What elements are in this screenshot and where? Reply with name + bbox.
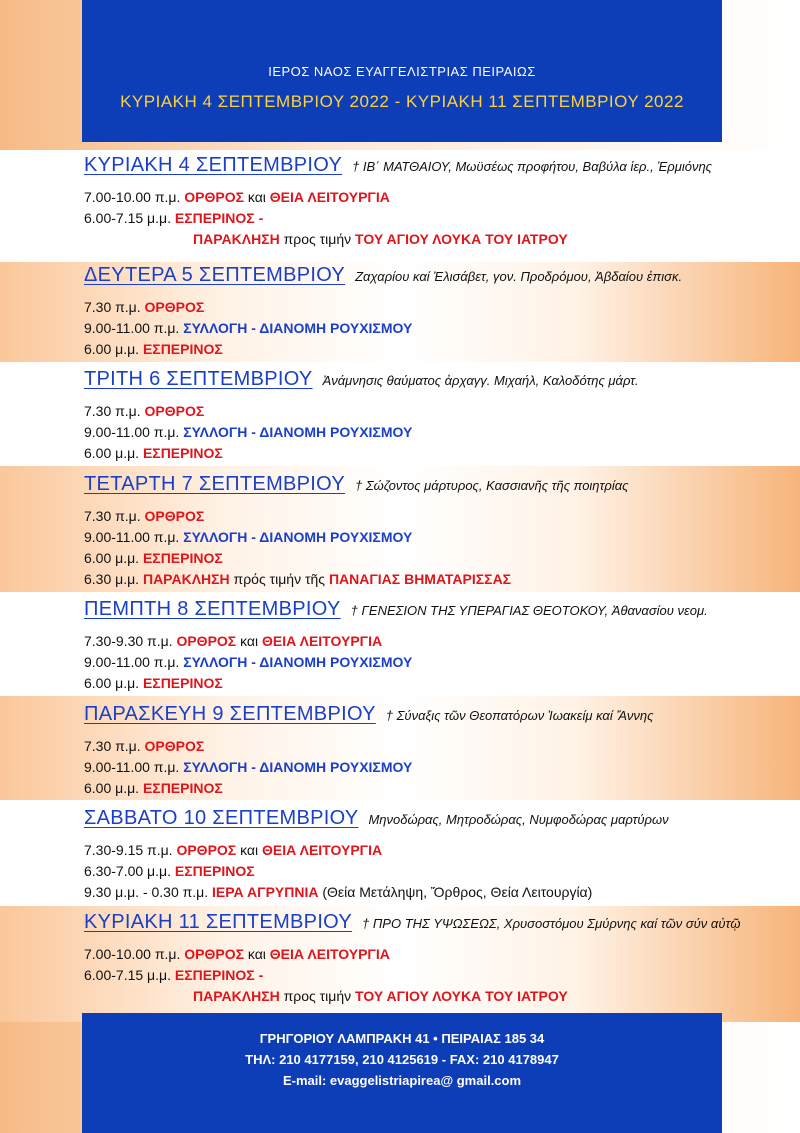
footer-phones: ΤΗΛ: 210 4177159, 210 4125619 - FAX: 210 4178947 [245,1052,559,1067]
church-name: ΙΕΡΟΣ ΝΑΟΣ ΕΥΑΓΓΕΛΙΣΤΡΙΑΣ ΠΕΙΡΑΙΩΣ [268,64,536,79]
service-line: 9.00-11.00 π.μ. ΣΥΛΛΟΓΗ - ΔΙΑΝΟΜΗ ΡΟΥΧΙΣΜΟΥ [84,654,413,670]
service-line: 7.00-10.00 π.μ. ΟΡΘΡΟΣ και ΘΕΙΑ ΛΕΙΤΟΥΡΓΙΑ [84,189,390,205]
service-line: 6.00 μ.μ. ΕΣΠΕΡΙΝΟΣ [84,341,223,357]
service-line: 9.00-11.00 π.μ. ΣΥΛΛΟΓΗ - ΔΙΑΝΟΜΗ ΡΟΥΧΙΣΜΟΥ [84,320,413,336]
service-line: ΠΑΡΑΚΛΗΣΗ προς τιμήν ΤΟΥ ΑΓΙΟΥ ΛΟΥΚΑ ΤΟΥ ΙΑΤΡΟΥ [193,988,568,1004]
day-block-wednesday-7 [84,473,774,590]
feast-text: Ἀνάμνησις θαύματος ἀρχαγγ. Μιχαήλ, Καλοδότης μάρτ. [322,373,639,388]
day-block-monday-5 [84,264,774,360]
service-line: 6.30-7.00 μ.μ. ΕΣΠΕΡΙΝΟΣ [84,863,255,879]
feast-text: † ΓΕΝΕΣΙΟΝ ΤΗΣ ΥΠΕΡΑΓΙΑΣ ΘΕΟΤΟΚΟΥ, Ἀθανασίου νεομ. [350,603,708,618]
day-block-friday-9 [84,703,774,799]
service-line: 7.30 π.μ. ΟΡΘΡΟΣ [84,738,205,754]
service-line: 6.00-7.15 μ.μ. ΕΣΠΕΡΙΝΟΣ - [84,210,264,226]
feast-text: † Σύναξις τῶν Θεοπατόρων Ἰωακείμ καί Ἄννης [385,708,654,723]
service-line: 7.30-9.30 π.μ. ΟΡΘΡΟΣ και ΘΕΙΑ ΛΕΙΤΟΥΡΓΙΑ [84,633,383,649]
service-line: 7.30 π.μ. ΟΡΘΡΟΣ [84,508,205,524]
service-line: 7.30 π.μ. ΟΡΘΡΟΣ [84,403,205,419]
service-line: 7.30 π.μ. ΟΡΘΡΟΣ [84,299,205,315]
footer-banner [82,1013,722,1133]
service-line: 9.30 μ.μ. - 0.30 π.μ. ΙΕΡΑ ΑΓΡΥΠΝΙΑ (Θεία Μετάληψη, Ὄρθρος, Θεία Λειτουργία) [84,884,593,900]
day-block-sunday-4 [84,154,774,250]
feast-text: † Σώζοντος μάρτυρος, Κασσιανῆς τῆς ποιητρίας [355,478,629,493]
day-name: ΠΕΜΠΤΗ 8 ΣΕΠΤΕΜΒΡΙΟΥ [84,598,341,620]
service-line: 7.30-9.15 π.μ. ΟΡΘΡΟΣ και ΘΕΙΑ ΛΕΙΤΟΥΡΓΙΑ [84,842,383,858]
day-name: ΣΑΒΒΑΤΟ 10 ΣΕΠΤΕΜΒΡΙΟΥ [84,807,359,829]
service-line: 6.00 μ.μ. ΕΣΠΕΡΙΝΟΣ [84,675,223,691]
day-name: ΠΑΡΑΣΚΕΥΗ 9 ΣΕΠΤΕΜΒΡΙΟΥ [84,703,376,725]
day-block-tuesday-6 [84,368,774,464]
footer-address: ΓΡΗΓΟΡΙΟΥ ΛΑΜΠΡΑΚΗ 41 • ΠΕΙΡΑΙΑΣ 185 34 [259,1031,545,1046]
feast-text: Μηνοδώρας, Μητροδώρας, Νυμφοδώρας μαρτύρων [368,812,669,827]
day-block-thursday-8 [84,598,774,694]
service-line: 6.00 μ.μ. ΕΣΠΕΡΙΝΟΣ [84,550,223,566]
day-name: ΤΕΤΑΡΤΗ 7 ΣΕΠΤΕΜΒΡΙΟΥ [84,473,346,495]
day-name: ΚΥΡΙΑΚΗ 11 ΣΕΠΤΕΜΒΡΙΟΥ [84,911,353,933]
service-line: 6.00 μ.μ. ΕΣΠΕΡΙΝΟΣ [84,780,223,796]
day-block-sunday-11 [84,911,774,1007]
footer-email: E-mail: evaggelistriapirea@ gmail.com [282,1073,522,1088]
header-banner [82,0,722,142]
service-line: 6.00-7.15 μ.μ. ΕΣΠΕΡΙΝΟΣ - [84,967,264,983]
service-line: 9.00-11.00 π.μ. ΣΥΛΛΟΓΗ - ΔΙΑΝΟΜΗ ΡΟΥΧΙΣΜΟΥ [84,759,413,775]
service-line: 6.00 μ.μ. ΕΣΠΕΡΙΝΟΣ [84,445,223,461]
service-line: 9.00-11.00 π.μ. ΣΥΛΛΟΓΗ - ΔΙΑΝΟΜΗ ΡΟΥΧΙΣΜΟΥ [84,424,413,440]
date-range: ΚΥΡΙΑΚΗ 4 ΣΕΠΤΕΜΒΡΙΟΥ 2022 - ΚΥΡΙΑΚΗ 11 ΣΕΠΤΕΜΒΡΙΟΥ 2022 [120,92,684,111]
service-line: ΠΑΡΑΚΛΗΣΗ προς τιμήν ΤΟΥ ΑΓΙΟΥ ΛΟΥΚΑ ΤΟΥ ΙΑΤΡΟΥ [193,231,568,247]
day-block-saturday-10 [84,807,774,903]
day-name: ΚΥΡΙΑΚΗ 4 ΣΕΠΤΕΜΒΡΙΟΥ [84,154,343,176]
feast-text: † ΙΒ΄ ΜΑΤΘΑΙΟΥ, Μωϋσέως προφήτου, Βαβύλα ἱερ., Ἑρμιόνης [352,159,712,174]
day-name: ΤΡΙΤΗ 6 ΣΕΠΤΕΜΒΡΙΟΥ [84,368,313,390]
service-line: 7.00-10.00 π.μ. ΟΡΘΡΟΣ και ΘΕΙΑ ΛΕΙΤΟΥΡΓΙΑ [84,946,390,962]
service-line: 6.30 μ.μ. ΠΑΡΑΚΛΗΣΗ πρός τιμήν τῆς ΠΑΝΑΓΙΑΣ ΒΗΜΑΤΑΡΙΣΣΑΣ [84,571,512,587]
service-line: 9.00-11.00 π.μ. ΣΥΛΛΟΓΗ - ΔΙΑΝΟΜΗ ΡΟΥΧΙΣΜΟΥ [84,529,413,545]
feast-text: Ζαχαρίου καί Ἐλισάβετ, γον. Προδρόμου, Ἀβδαίου ἐπισκ. [355,269,683,284]
feast-text: † ΠΡΟ ΤΗΣ ΥΨΩΣΕΩΣ, Χρυσοστόμου Σμύρνης καί τῶν σύν αὐτῷ [362,916,741,931]
day-name: ΔΕΥΤΕΡΑ 5 ΣΕΠΤΕΜΒΡΙΟΥ [84,264,346,286]
